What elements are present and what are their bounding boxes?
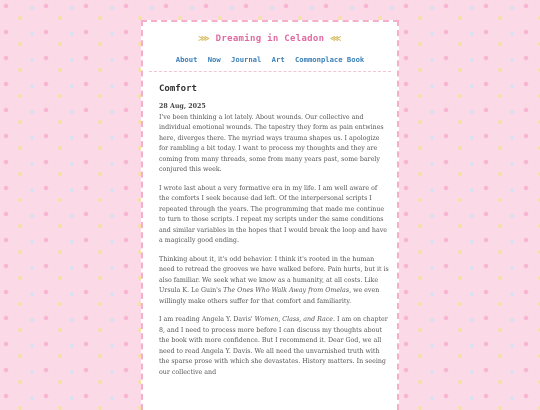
site-header [143,34,397,44]
ribbon-icon-right: ⋘ [330,34,342,43]
book-title-women-class-race: Women, Class, and Race [254,316,334,323]
paragraph-3 [159,255,389,308]
paragraph-1: I've been thinking a lot lately. About wounds. Our collective and individual emotional wounds. The tapestry they form as pain entwines here, diverges there. The myriad ways trauma shapes us. I apologize for rambling a bit today. I want to process my thoughts and they are coming from many threads, some from many years past, some barely conjured this week. [159,113,384,173]
nav-about[interactable]: About [175,55,198,64]
post-content [159,102,389,386]
post-date: 28 Aug, 2025 [159,103,206,110]
site-title[interactable]: Dreaming in Celadon [215,34,325,44]
paragraph-4-text-b: . I am on chapter 8, and I need to process more before I can discuss my thoughts about the book with more confidence. But I recommend it. Dear God, we all need to read Angela Y. Davis. We all need the unvarnished truth with the sparse prose with which she devastates. History matters. In seeing our collective and [159,316,388,376]
nav-now[interactable]: Now [207,55,221,64]
paragraph-3-text-a: Thinking about it, it's odd behavior. I think it's rooted in the human need to retread the grooves we have walked before. Pain hurts, but it is also familiar. We seek what we know as a humanity, at all costs. Like Ursula K. Le Guin's [159,255,389,294]
nav-art[interactable]: Art [271,55,285,64]
nav-journal[interactable]: Journal [231,55,262,64]
paragraph-3-text-b: , we even willingly make others suffer for that comfort and familiarity. [159,287,380,305]
page-card [141,20,399,410]
paragraph-2: I wrote last about a very formative era in my life. I am well aware of the comforts I seek because dad left. Of the interpersonal scripts I repeated through the years. The programming that made me continue to turn to those scripts. I repeat my scripts under the same conditions and similar variables in the hopes that I would break the loop and have a magically good ending. [159,184,388,244]
book-title-omelas: The Ones Who Walk Away from Omelas [223,287,350,294]
post-title: Comfort [159,84,197,94]
paragraph-4-text-a: I am reading Angela Y. Davis' [159,316,255,323]
ribbon-icon-left: ⋙ [198,34,210,43]
main-nav [143,55,397,64]
header-divider [149,71,391,72]
paragraph-4 [159,315,389,378]
nav-commonplace-book[interactable]: Commonplace Book [294,55,365,64]
